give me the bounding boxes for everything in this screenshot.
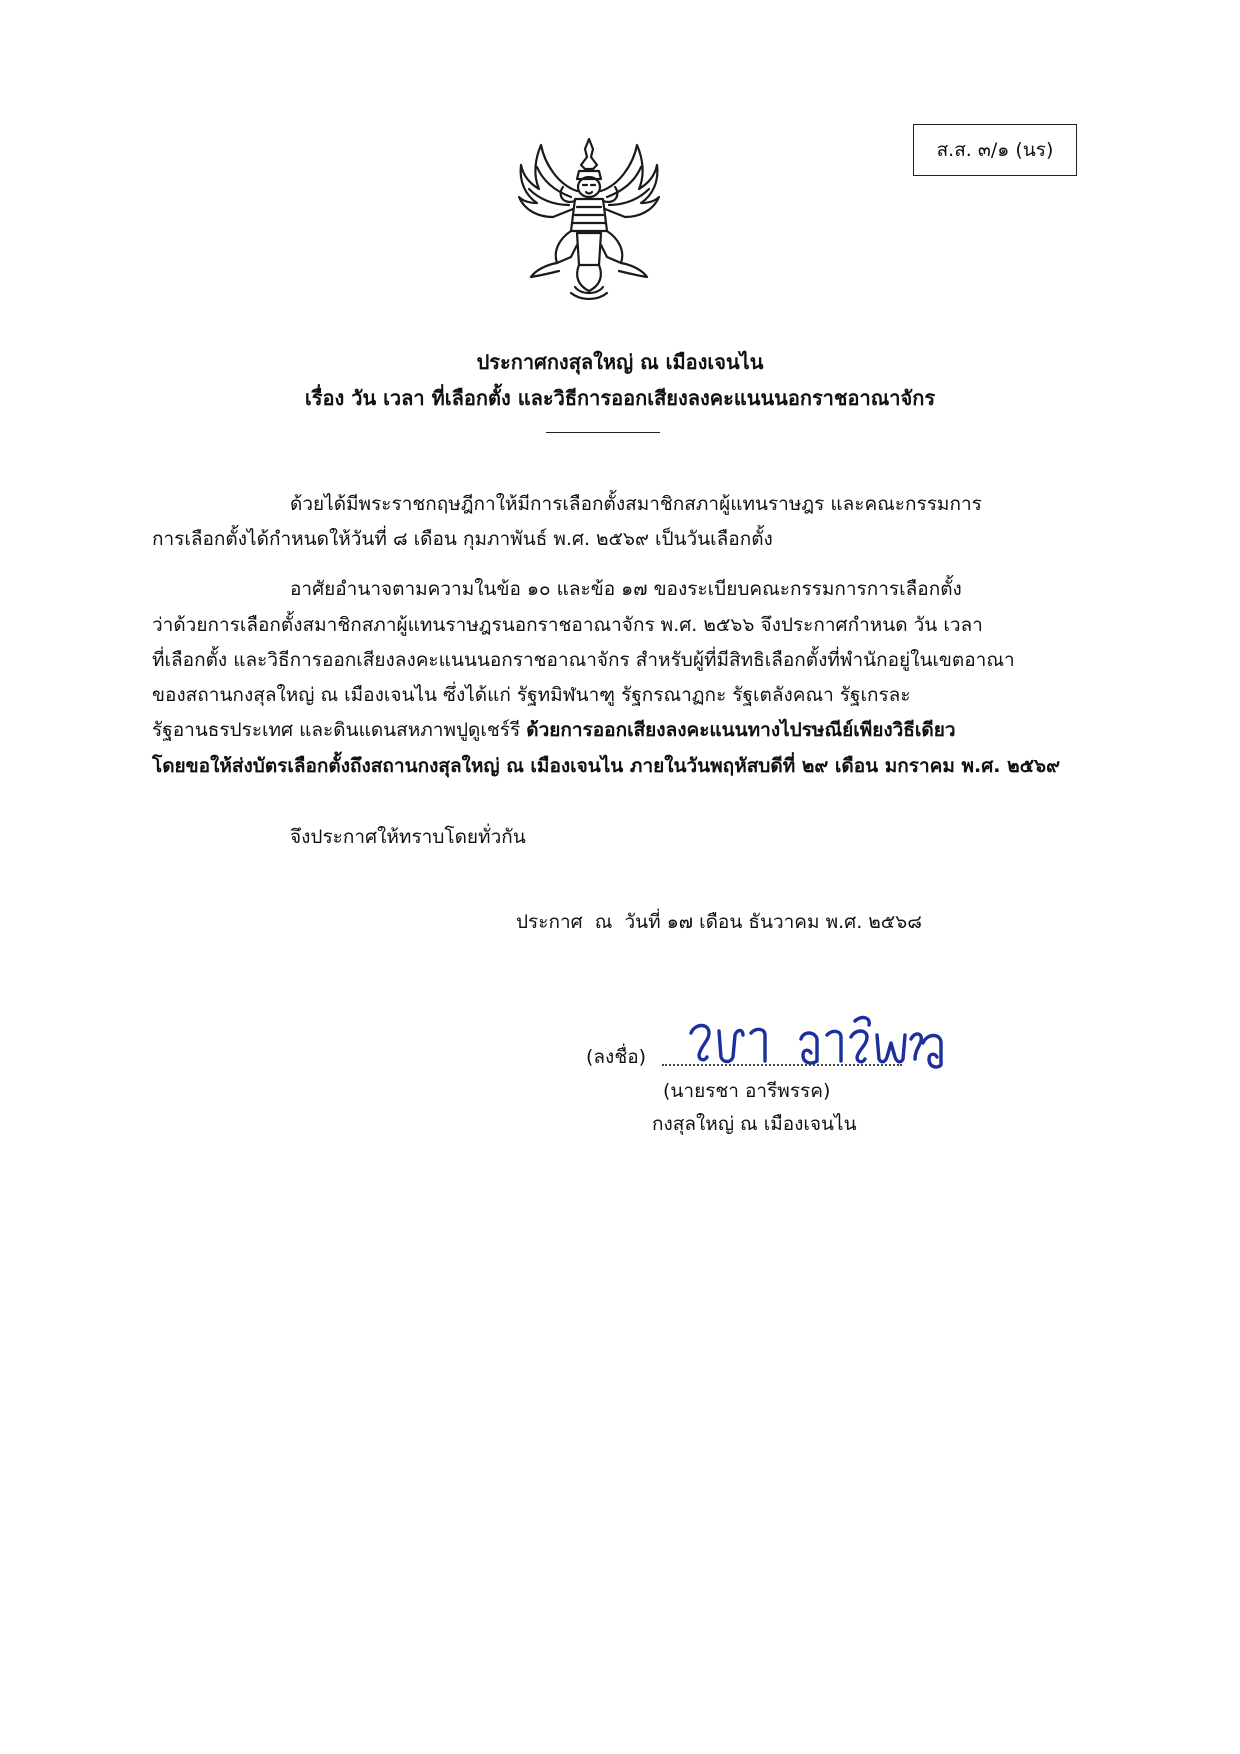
para2-line-3: ที่เลือกตั้ง และวิธีการออกเสียงลงคะแนนนอกราชอาณาจักร สำหรับผู้ที่มีสิทธิเลือกตั้งที่พำนักอยู่ในเขตอาณา [152,649,1015,671]
para2-line-5-bold: ด้วยการออกเสียงลงคะแนนทางไปรษณีย์เพียงวิธีเดียว [526,719,956,741]
para2-line-6: โดยขอให้ส่งบัตรเลือกตั้งถึงสถานกงสุลใหญ่ ณ เมืองเจนไน ภายในวันพฤหัสบดีที่ ๒๙ เดือน มกราคม พ.ศ. ๒๕๖๙ [152,755,1061,777]
closing-line: จึงประกาศให้ทราบโดยทั่วกัน [290,826,526,848]
form-code-box [913,124,1077,176]
signatory-name: (นายรชา อารีพรรค) [663,1080,831,1102]
signatory-position: กงสุลใหญ่ ณ เมืองเจนไน [652,1113,857,1135]
heading-line-2: เรื่อง วัน เวลา ที่เลือกตั้ง และวิธีการออกเสียงลงคะแนนนอกราชอาณาจักร [304,386,936,410]
para2-line-2: ว่าด้วยการเลือกตั้งสมาชิกสภาผู้แทนราษฎรนอกราชอาณาจักร พ.ศ. ๒๕๖๖ จึงประกาศกำหนด วัน เวลา [152,614,983,636]
heading-line-1: ประกาศกงสุลใหญ่ ณ เมืองเจนไน [476,350,764,374]
para2-line-4: ของสถานกงสุลใหญ่ ณ เมืองเจนไน ซึ่งได้แก่ รัฐทมิฬนาฑู รัฐกรณาฏกะ รัฐเตลังคณา รัฐเกรละ [152,684,911,706]
para2-line-5 [152,716,956,744]
para1-line-1: ด้วยได้มีพระราชกฤษฎีกาให้มีการเลือกตั้งสมาชิกสภาผู้แทนราษฎร และคณะกรรมการ [290,493,982,515]
date-line: ประกาศ ณ วันที่ ๑๗ เดือน ธันวาคม พ.ศ. ๒๕๖๘ [516,911,922,933]
para1-line-2: การเลือกตั้งได้กำหนดให้วันที่ ๘ เดือน กุมภาพันธ์ พ.ศ. ๒๕๖๙ เป็นวันเลือกตั้ง [152,528,773,550]
garuda-emblem [515,135,663,301]
signature-dotted-line [662,1064,902,1066]
title-divider [546,432,660,433]
form-code-text: ส.ส. ๓/๑ (นร) [936,139,1054,161]
para2-line-5-normal: รัฐอานธรประเทศ และดินแดนสหภาพปูดูเชร์รี [152,719,521,741]
para2-line-1: อาศัยอำนาจตามความในข้อ ๑๐ และข้อ ๑๗ ของระเบียบคณะกรรมการการเลือกตั้ง [290,578,962,600]
signature-prefix: (ลงชื่อ) [586,1046,647,1068]
